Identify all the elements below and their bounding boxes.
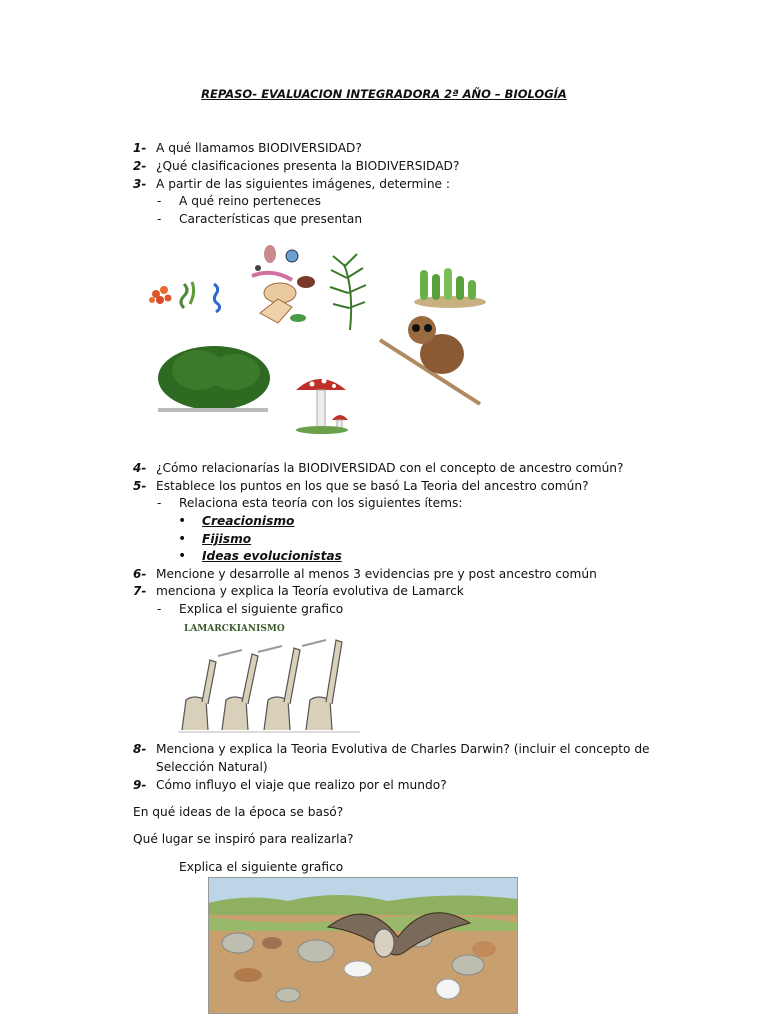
question-text: Menciona y explica la Teoria Evolutiva de Charles Darwin? (incluir el concepto de — [156, 742, 650, 756]
mushroom-image — [296, 379, 348, 435]
question-number: 7- — [133, 584, 147, 598]
list-item: Creacionismo — [202, 514, 295, 528]
plant-cluster-image — [414, 268, 486, 308]
loris-image — [380, 316, 480, 404]
protists-image — [252, 245, 315, 323]
question-number: 4- — [133, 461, 147, 475]
dash: - — [157, 212, 162, 226]
dash: - — [157, 194, 162, 208]
dash: - — [157, 496, 162, 510]
question-number: 5- — [133, 479, 147, 493]
question-text: Cómo influyo el viaje que realizo por el mundo? — [156, 778, 447, 792]
question-text-continued: Selección Natural) — [156, 760, 268, 774]
sub-item: Relaciona esta teoría con los siguientes ítems: — [179, 496, 463, 510]
list-item: Ideas evolucionistas — [202, 549, 342, 563]
bullet: • — [178, 513, 187, 529]
question-number: 6- — [133, 567, 147, 581]
question-number: 2- — [133, 159, 147, 173]
sub-item: Explica el siguiente grafico — [179, 860, 344, 874]
question-text: ¿Qué clasificaciones presenta la BIODIVERSIDAD? — [156, 159, 460, 173]
question-text: A qué llamamos BIODIVERSIDAD? — [156, 141, 362, 155]
question-text: menciona y explica la Teoría evolutiva de Lamarck — [156, 584, 464, 598]
list-item: Fijismo — [202, 532, 252, 546]
question-number: 3- — [133, 177, 147, 191]
question-text: Establece los puntos en los que se basó La Teoria del ancestro común? — [156, 479, 589, 493]
natural-selection-image — [208, 877, 518, 1014]
question-number: 8- — [133, 742, 147, 756]
sub-item: A qué reino perteneces — [179, 194, 322, 208]
lamarck-image — [178, 620, 360, 738]
fern-image — [330, 254, 366, 330]
giraffes-drawing — [178, 620, 360, 738]
question-text: A partir de las siguientes imágenes, determine : — [156, 177, 451, 191]
sub-item: Características que presentan — [179, 212, 363, 226]
sub-item: Explica el siguiente grafico — [179, 602, 344, 616]
dash: - — [157, 602, 162, 616]
question-text: Mencione y desarrolle al menos 3 evidencias pre y post ancestro común — [156, 567, 597, 581]
bullet: • — [178, 548, 187, 564]
lamarck-label: LAMARCKIANISMO — [184, 624, 285, 634]
bullet: • — [178, 531, 187, 547]
extra-question: Qué lugar se inspiró para realizarla? — [133, 832, 354, 846]
page-title: REPASO- EVALUACION INTEGRADORA 2ª AÑO – BIOLOGÍA — [201, 87, 567, 101]
question-number: 1- — [133, 141, 147, 155]
organisms-illustration — [140, 238, 500, 438]
question-text: ¿Cómo relacionarías la BIODIVERSIDAD con el concepto de ancestro común? — [156, 461, 624, 475]
bacteria-image — [149, 282, 220, 312]
question-number: 9- — [133, 778, 147, 792]
tree-image — [158, 346, 270, 412]
extra-question: En qué ideas de la época se basó? — [133, 805, 344, 819]
